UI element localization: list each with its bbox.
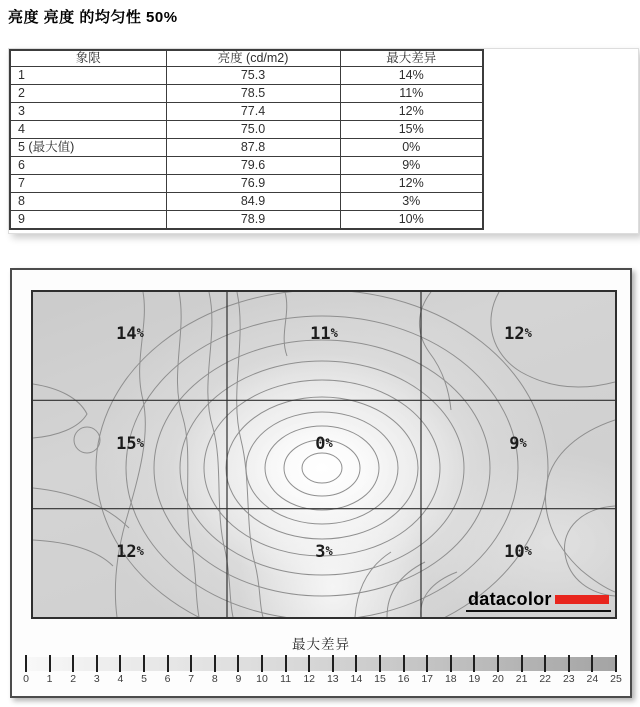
scale-tick-label: 24 xyxy=(586,673,599,685)
scale-tick xyxy=(285,655,287,672)
scale-tick xyxy=(473,655,475,672)
scale-tick xyxy=(190,655,192,672)
table-cell: 87.8 xyxy=(166,139,340,157)
scale-tick xyxy=(544,655,546,672)
scale-tick xyxy=(143,655,145,672)
cell-label-q7: 12% xyxy=(116,542,144,562)
scale-tick-labels xyxy=(23,671,622,685)
scale-tick xyxy=(521,655,523,672)
table-row xyxy=(10,67,483,85)
table-row xyxy=(10,103,483,121)
scale-tick-label: 12 xyxy=(303,673,316,685)
table-cell: 3 xyxy=(10,103,166,121)
datacolor-logo-text: datacolor xyxy=(468,589,552,609)
scale-tick xyxy=(403,655,405,672)
scale-tick xyxy=(49,655,51,672)
scale-tick-label: 21 xyxy=(515,673,528,685)
table-row xyxy=(10,175,483,193)
table-header-cell: 最大差异 xyxy=(340,50,483,67)
cell-label-q2: 11% xyxy=(310,324,338,344)
scale-tick xyxy=(167,655,169,672)
page-title: 亮度 亮度 的均匀性 50% xyxy=(8,9,178,26)
cell-label-q6: 9% xyxy=(509,434,527,454)
scale-tick-label: 1 xyxy=(46,673,53,685)
scale-tick-label: 22 xyxy=(539,673,552,685)
cell-label-q9: 10% xyxy=(504,542,532,562)
table-card xyxy=(8,48,639,234)
scale-tick xyxy=(426,655,428,672)
table-cell: 1 xyxy=(10,67,166,85)
scale-tick xyxy=(450,655,452,672)
scale-tick xyxy=(497,655,499,672)
cell-label-q1: 14% xyxy=(116,324,144,344)
logo-accent-bar xyxy=(555,595,609,604)
table-cell: 3% xyxy=(340,193,483,211)
table-row xyxy=(10,193,483,211)
table-cell: 14% xyxy=(340,67,483,85)
scale-tick-label: 13 xyxy=(326,673,339,685)
datacolor-logo xyxy=(466,590,611,612)
scale-tick-label: 23 xyxy=(562,673,575,685)
scale-tick xyxy=(355,655,357,672)
scale-tick-label: 19 xyxy=(468,673,481,685)
table-cell: 12% xyxy=(340,175,483,193)
table-cell: 78.9 xyxy=(166,211,340,230)
scale-tick xyxy=(379,655,381,672)
scale-tick-label: 14 xyxy=(350,673,363,685)
scale-tick-label: 15 xyxy=(374,673,386,685)
local-extremum-circle xyxy=(74,427,100,453)
table-row xyxy=(10,157,483,175)
table-row xyxy=(10,211,483,230)
scale-tick-label: 17 xyxy=(421,673,434,685)
contour-map xyxy=(31,290,617,619)
uniformity-table xyxy=(9,49,484,230)
table-cell: 0% xyxy=(340,139,483,157)
table-cell: 75.0 xyxy=(166,121,340,139)
scale-tick-label: 16 xyxy=(397,673,410,685)
scale-tick xyxy=(119,655,121,672)
table-cell: 6 xyxy=(10,157,166,175)
table-cell: 78.5 xyxy=(166,85,340,103)
table-header-row xyxy=(10,50,483,67)
cell-label-q3: 12% xyxy=(504,324,532,344)
scale-tick-label: 2 xyxy=(70,673,77,685)
scale-gradient-bar xyxy=(26,657,616,671)
table-cell: 84.9 xyxy=(166,193,340,211)
scale-tick xyxy=(25,655,27,672)
table-cell: 5 (最大值) xyxy=(10,139,166,157)
table-cell: 77.4 xyxy=(166,103,340,121)
scale-tick-label: 20 xyxy=(492,673,504,685)
scale-tick xyxy=(332,655,334,672)
scale-tick xyxy=(591,655,593,672)
cell-label-q8: 3% xyxy=(315,542,333,562)
uniformity-table-body xyxy=(10,67,483,230)
table-header-cell: 象限 xyxy=(10,50,166,67)
scale-tick-label: 9 xyxy=(235,673,242,685)
table-cell: 75.3 xyxy=(166,67,340,85)
scale-tick-label: 5 xyxy=(141,673,147,685)
scale-tick-label: 10 xyxy=(256,673,268,685)
scale-title: 最大差异 xyxy=(292,637,350,652)
table-cell: 4 xyxy=(10,121,166,139)
table-cell: 7 xyxy=(10,175,166,193)
scale-tick xyxy=(214,655,216,672)
table-cell: 9% xyxy=(340,157,483,175)
table-row xyxy=(10,121,483,139)
scale-tick xyxy=(568,655,570,672)
table-cell: 79.6 xyxy=(166,157,340,175)
table-cell: 76.9 xyxy=(166,175,340,193)
table-header-cell: 亮度 (cd/m2) xyxy=(166,50,340,67)
cell-label-q4: 15% xyxy=(116,434,144,454)
scale-tick-label: 3 xyxy=(93,673,100,685)
scale-tick-label: 0 xyxy=(23,673,29,685)
scale-area xyxy=(23,633,622,685)
table-cell: 15% xyxy=(340,121,483,139)
scale-tick-label: 8 xyxy=(211,673,218,685)
scale-tick xyxy=(96,655,98,672)
scale-tick xyxy=(308,655,310,672)
table-cell: 10% xyxy=(340,211,483,230)
scale-tick-label: 25 xyxy=(610,673,622,685)
scale-tick-label: 18 xyxy=(444,673,457,685)
table-row xyxy=(10,85,483,103)
scale-tick xyxy=(72,655,74,672)
scale-tick-label: 6 xyxy=(164,673,171,685)
table-cell: 8 xyxy=(10,193,166,211)
scale-tick xyxy=(261,655,263,672)
contour-panel xyxy=(10,268,632,698)
scale-tick-label: 4 xyxy=(117,673,124,685)
scale-tick xyxy=(237,655,239,672)
cell-label-q5: 0% xyxy=(315,434,333,454)
table-row xyxy=(10,139,483,157)
table-cell: 2 xyxy=(10,85,166,103)
scale-tick-label: 11 xyxy=(280,673,292,685)
table-cell: 9 xyxy=(10,211,166,230)
table-cell: 12% xyxy=(340,103,483,121)
scale-tick-label: 7 xyxy=(188,673,195,685)
table-cell: 11% xyxy=(340,85,483,103)
scale-tick xyxy=(615,655,617,672)
